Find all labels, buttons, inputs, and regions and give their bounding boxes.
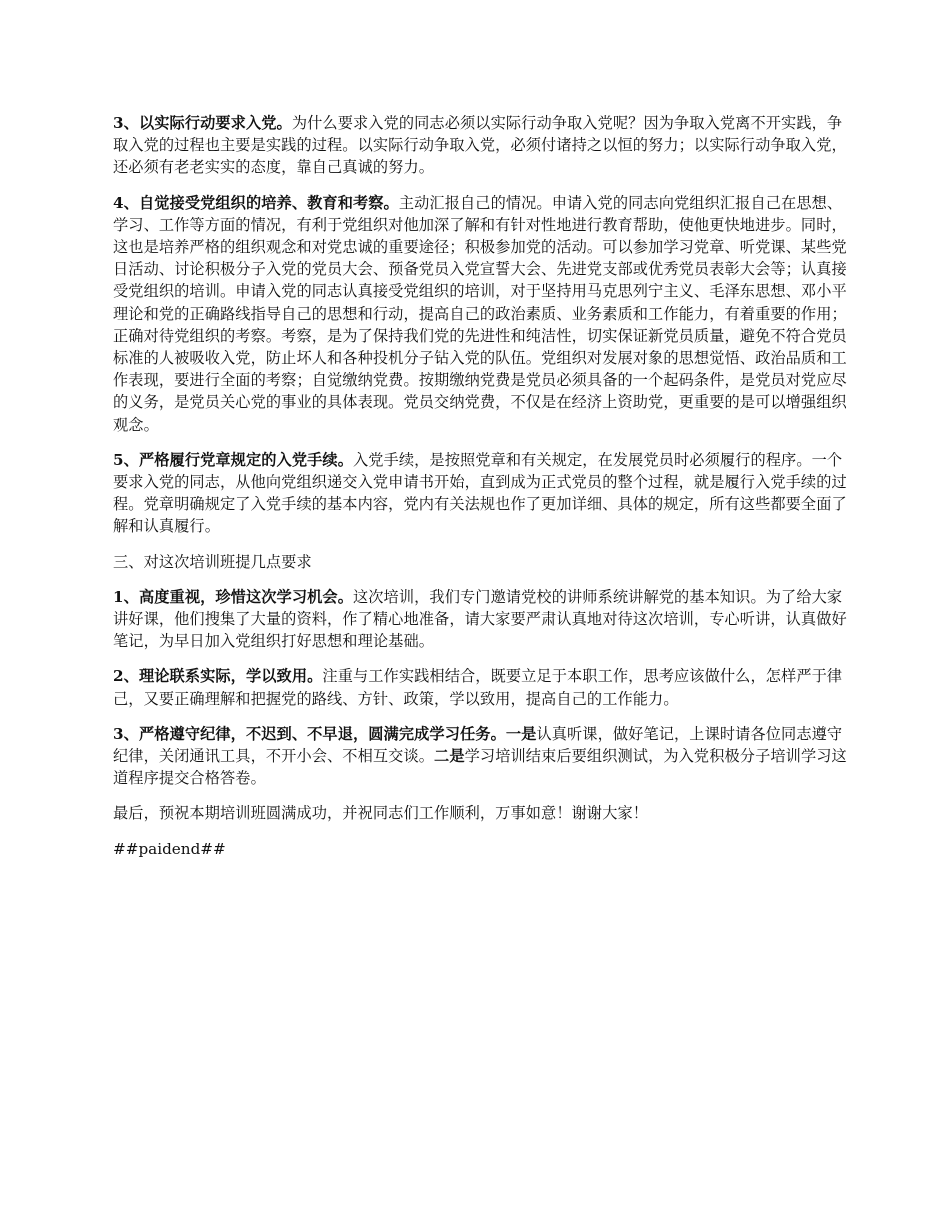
paragraph-heading: 3、以实际行动要求入党。	[113, 114, 292, 132]
requirement-text: 这次培训，我们专门邀请党校的讲师系统讲解党的基本知识。为了给大家讲好课，他们搜集了大量的资料，作了精心地准备，请大家要严肃认真地对待这次培训，专心听讲，认真做好笔记，为早日加入党组织打好思想和理论基础。	[113, 587, 847, 651]
closing-remarks: 最后，预祝本期培训班圆满成功，并祝同志们工作顺利，万事如意！谢谢大家！	[113, 804, 649, 823]
requirement-second-text: 学习培训结束后要组织测试，为入党积极分子培训学习这道程序提交合格答卷。	[113, 747, 847, 788]
requirement-second-label: 二是	[434, 747, 465, 766]
requirement-heading: 2、理论联系实际，学以致用。	[113, 667, 323, 686]
end-marker: ##paidend##	[113, 839, 226, 858]
requirement-first-label: 一是	[505, 724, 537, 743]
paragraph-text: 为什么要求入党的同志必须以实际行动争取入党呢？因为争取入党离不开实践，争取入党的过程也主要是实践的过程。以实际行动争取入党，必须付诸持之以恒的努力；以实际行动争取入党，还必须有老老实实的态度，靠自己真诚的努力。	[113, 114, 847, 177]
requirement-text: 注重与工作实践相结合，既要立足于本职工作，思考应该做什么，怎样严于律己，又要正确理解和把握党的路线、方针、政策，学以致用，提高自己的工作能力。	[113, 667, 843, 708]
paragraph-heading: 5、严格履行党章规定的入党手续。	[113, 450, 353, 469]
paragraph-text: 入党手续，是按照党章和有关规定，在发展党员时必须履行的程序。一个要求入党的同志，从他向党组织递交入党申请书开始，直到成为正式党员的整个过程，就是履行入党手续的过程。党章明确规定了入党手续的基本内容，党内有关法规也作了更加详细、具体的规定，所有这些都要全面了解和认真履行。	[113, 450, 847, 536]
requirement-2	[113, 665, 850, 709]
paragraph-text: 主动汇报自己的情况。申请入党的同志向党组织汇报自己在思想、学习、工作等方面的情况，有利于党组织对他加深了解和有针对性地进行教育帮助，使他更快地进步。同时，这也是培养严格的组织观念和对党忠诚的重要途径；积极参加党的活动。可以参加学习党章、听党课、某些党日活动、讨论积极分子入党的党员大会、预备党员入党宣誓大会、先进党支部或优秀党员表彰大会等；认真接受党组织的培训。申请入党的同志认真接受党组织的培训，对于坚持用马克思列宁主义、毛泽东思想、邓小平理论和党的正确路线指导自己的思想和行动，提高自己的政治素质、业务素质和工作能力，有着重要的作用；正确对待党组织的考察。考察，是为了保持我们党的先进性和纯洁性，切实保证新党员质量，避免不符合党员标准的人被吸收入党，防止坏人和各种投机分子钻入党的队伍。党组织对发展对象的思想觉悟、政治品质和工作表现，要进行全面的考察；自觉缴纳党费。按期缴纳党费是党员必须具备的一个起码条件，是党员对党应尽的义务，是党员关心党的事业的具体表现。党员交纳党费，不仅是在经济上资助党，更重要的是可以增强组织观念。	[113, 193, 847, 434]
paragraph-heading: 4、自觉接受党组织的培养、教育和考察。	[113, 193, 399, 212]
paragraph-admission-procedure	[113, 449, 850, 538]
requirement-3	[113, 723, 850, 790]
paragraph-accept-training	[113, 192, 850, 436]
paragraph-action-requirement	[113, 112, 850, 179]
section-title: 三、对这次培训班提几点要求	[113, 552, 312, 571]
document-body	[113, 112, 850, 860]
requirement-first-text: 认真听课，做好笔记，上课时请各位同志遵守纪律，关闭通讯工具，不开小会、不相互交谈。	[113, 724, 843, 766]
requirement-1	[113, 586, 850, 653]
requirement-heading: 3、严格遵守纪律，不迟到、不早退，圆满完成学习任务。	[113, 724, 506, 743]
requirement-heading: 1、高度重视，珍惜这次学习机会。	[113, 587, 353, 606]
